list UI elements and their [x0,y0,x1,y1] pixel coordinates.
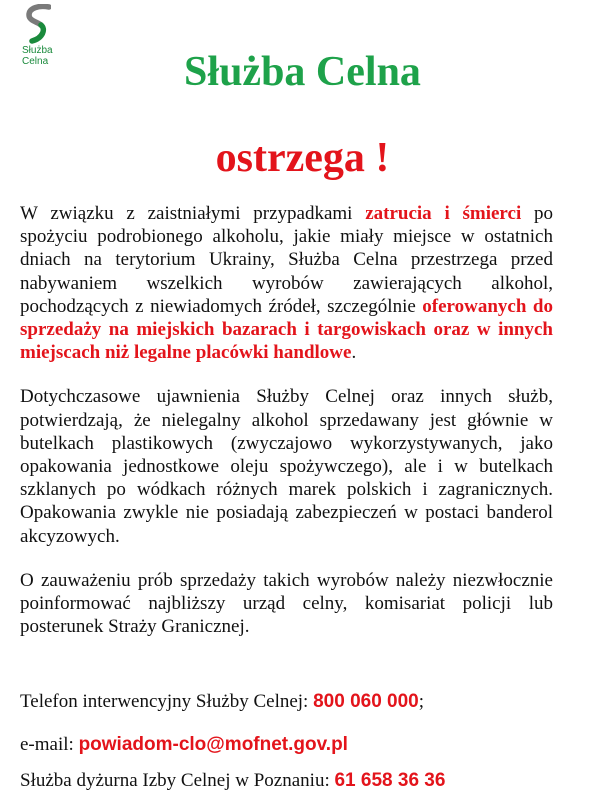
paragraph-intro [20,202,553,364]
page-title: Służba Celna [184,49,421,95]
email-link[interactable]: powiadom-clo@mofnet.gov.pl [78,734,348,755]
paragraph-report: O zauważeniu prób sprzedaży takich wyrobów należy niezwłocznie poinformować najbliższy urząd celny, komisariat policji lub posterunek Straży Granicznej. [20,569,553,638]
paragraph-intro-text: W związku z zaistniałymi przypadkami [20,203,366,224]
email-label: e-mail: [20,734,79,755]
contact-phone-line [20,690,580,714]
notice-body [20,202,553,659]
phone-suffix: ; [418,691,425,712]
highlight-markets: oferowanych do sprzedaży na miejskich bazarach i targowiskach oraz w innych miejscach niż legalne placówki handlowe [20,295,553,364]
contact-duty-line [20,769,580,793]
logo-text: Służba Celna [22,45,53,67]
paragraph-intro-text-2: po spożyciu podrobionego alkoholu, jakie miały miejsce w ostatnich dniach na terytorium Ukrainy, Służba Celna przestrzega przed nabywaniem wszelkich wyrobów zawierających alkohol, pochodzących z niewiadomych źródeł, szczególnie [20,203,553,317]
phone-label: Telefon interwencyjny Służby Celnej: [20,691,314,712]
warning-heading: ostrzega ! [215,135,390,181]
duty-phone-number[interactable]: 61 658 36 36 [334,770,446,791]
paragraph-findings: Dotychczasowe ujawnienia Służby Celnej oraz innych służb, potwierdzają, że nielegalny alkohol sprzedawany jest głównie w butelkach plastikowych (zwyczajowo wykorzystywanych, jako opakowania jednostkowe oleju spożywczego), ale i w butelkach szklanych po wódkach różnych marek polskich i zagranicznych. Opakowania zwykle nie posiadają zabezpieczeń w postaci banderol akcyzowych. [20,386,553,547]
phone-number[interactable]: 800 060 000 [313,691,419,712]
contact-email-line [20,733,580,757]
duty-label: Służba dyżurna Izby Celnej w Poznaniu: [20,770,335,791]
customs-service-logo-icon [25,4,51,44]
paragraph-intro-end: . [351,342,357,364]
highlight-poisoning: zatrucia i śmierci [365,203,522,224]
